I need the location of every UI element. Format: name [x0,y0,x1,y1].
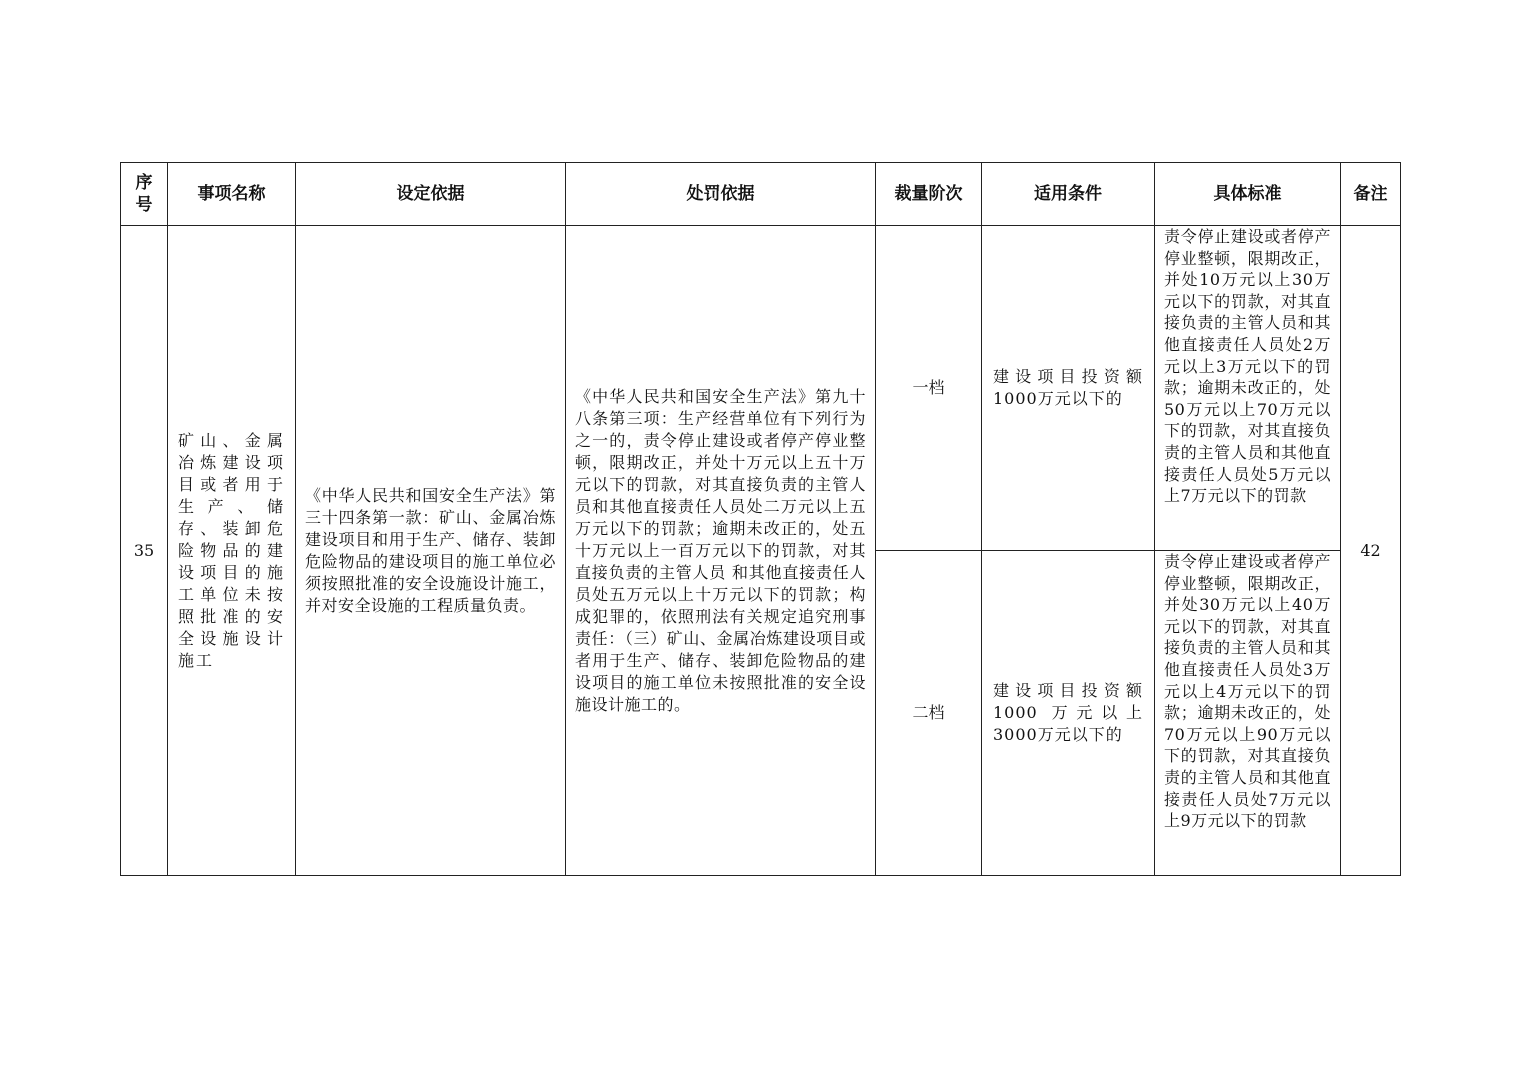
seq-cell: 35 [121,226,168,876]
remark-cell: 42 [1341,226,1401,876]
header-seq: 序号 [121,163,168,226]
basis-cell: 《中华人民共和国安全生产法》第三十四条第一款：矿山、金属冶炼建设项目和用于生产、储存、装卸危险物品的建设项目的施工单位必须按照批准的安全设施设计施工，并对安全设施的工程质量负责。 [296,226,566,876]
penalty-basis-cell: 《中华人民共和国安全生产法》第九十八条第三项：生产经营单位有下列行为之一的，责令停止建设或者停产停业整顿，限期改正，并处十万元以上五十万元以下的罚款，对其直接负责的主管人员和其他直接责任人员处二万元以上五万元以下的罚款；逾期未改正的，处五十万元以上一百万元以下的罚款，对其直接负责的主管人员 和其他直接责任人员处五万元以上十万元以下的罚款；构成犯罪的，依照刑法有关规定追究刑事责任：（三）矿山、金属冶炼建设项目或者用于生产、储存、装卸危险物品的建设项目的施工单位未按照批准的安全设施设计施工的。 [566,226,876,876]
condition-cell-1: 建设项目投资额1000万元以下的 [982,226,1155,551]
header-penalty-basis: 处罚依据 [566,163,876,226]
level-cell-2: 二档 [876,551,982,876]
penalty-table-sheet [120,162,1400,876]
header-level: 裁量阶次 [876,163,982,226]
header-name: 事项名称 [168,163,296,226]
penalty-table [120,162,1401,876]
condition-cell-2: 建设项目投资额1000 万元以上3000万元以下的 [982,551,1155,876]
standard-cell-1: 责令停止建设或者停产停业整顿，限期改正，并处10万元以上30万元以下的罚款，对其直接负责的主管人员和其他直接责任人员处2万元以上3万元以下的罚款；逾期未改正的，处50万元以上70万元以下的罚款，对其直接负责的主管人员和其他直接责任人员处5万元以上7万元以下的罚款 [1155,226,1341,551]
header-remark: 备注 [1341,163,1401,226]
header-condition: 适用条件 [982,163,1155,226]
table-header-row [121,163,1401,226]
table-row [121,226,1401,551]
standard-cell-2: 责令停止建设或者停产停业整顿，限期改正，并处30万元以上40万元以下的罚款，对其直接负责的主管人员和其他直接责任人员处3万元以上4万元以下的罚款；逾期未改正的，处70万元以上90万元以下的罚款，对其直接负责的主管人员和其他直接责任人员处7万元以上9万元以下的罚款 [1155,551,1341,876]
header-basis: 设定依据 [296,163,566,226]
header-standard: 具体标准 [1155,163,1341,226]
item-name-cell: 矿山、金属冶炼建设项目或者用于生产、储存、装卸危险物品的建设项目的施工单位未按照批准的安全设施设计施工 [168,226,296,876]
level-cell-1: 一档 [876,226,982,551]
